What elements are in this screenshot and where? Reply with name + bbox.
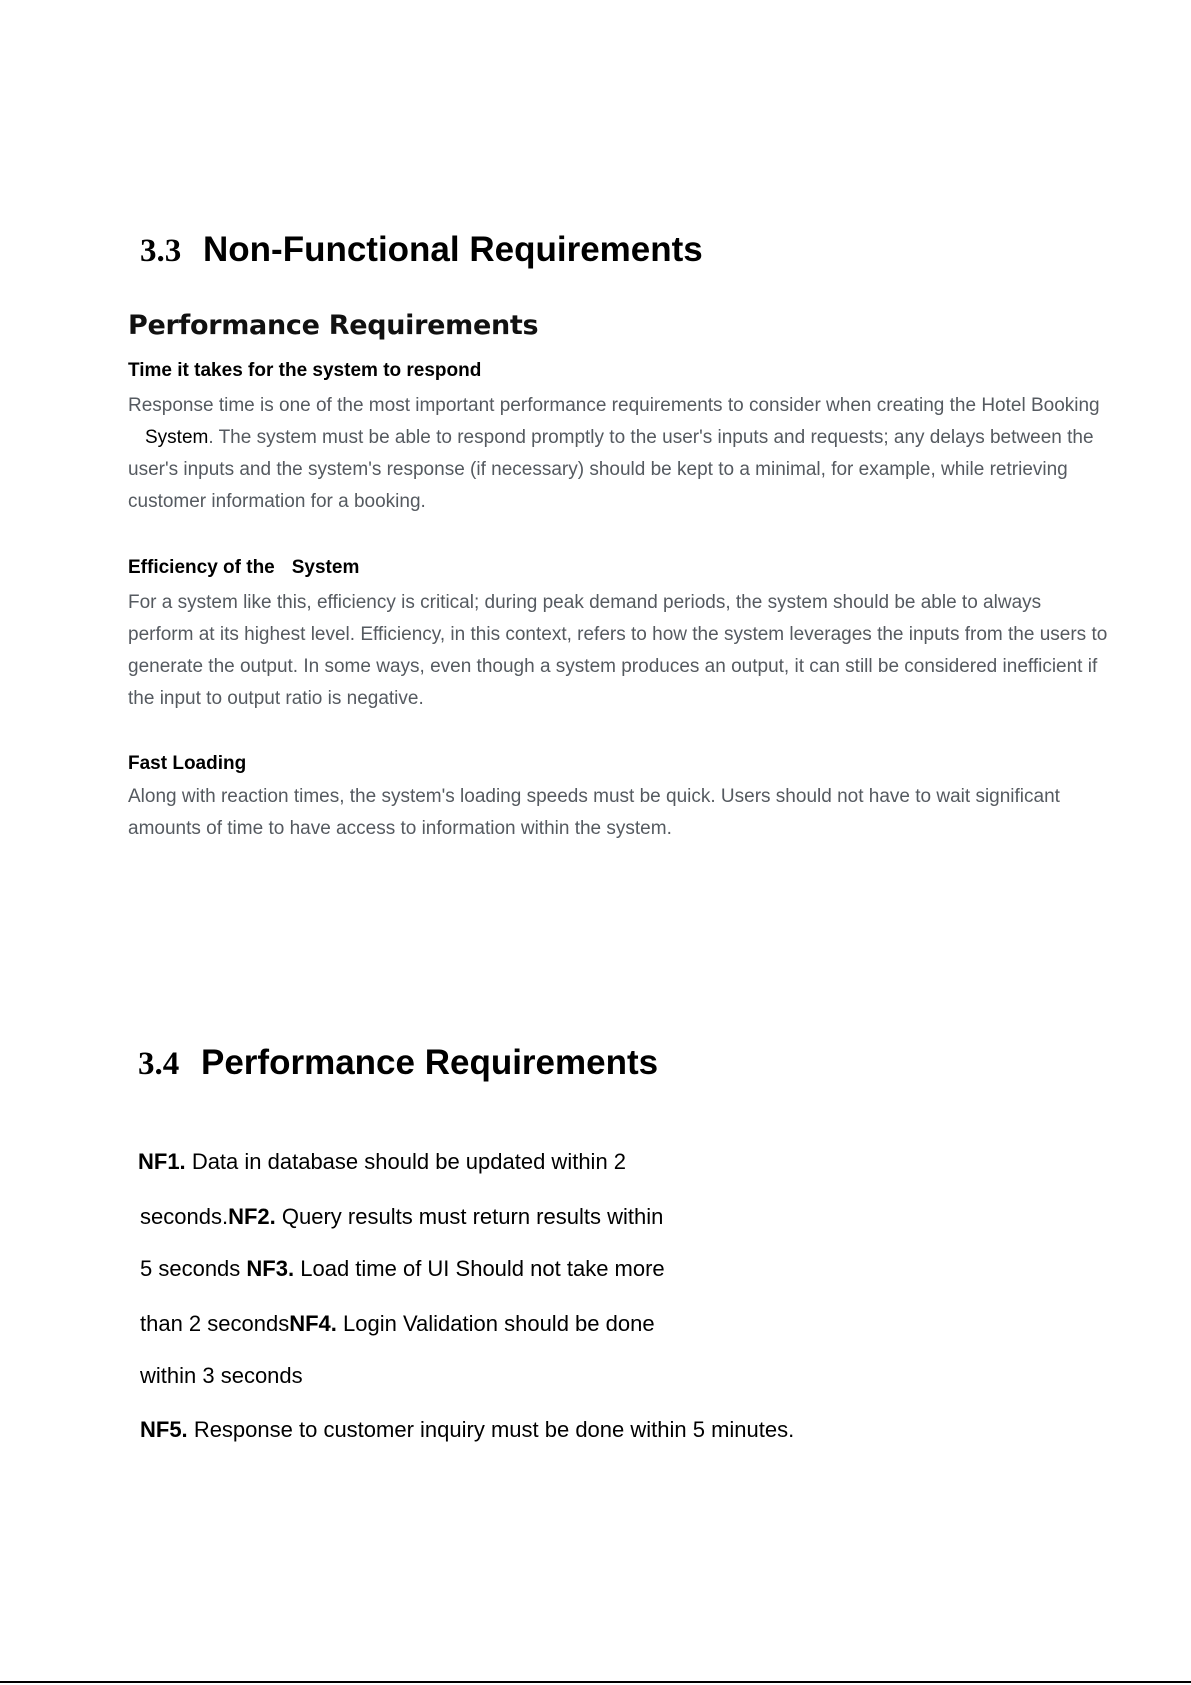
section-title: Non-Functional Requirements [203,230,703,269]
block-paragraph-fast-loading: Along with reaction times, the system's loading speeds must be quick. Users should not have to wait significant amounts of time to have access to information within the system. [128,786,1060,839]
requirement-text: Load time of UI Should not take more [300,1256,665,1281]
block-heading-response-time: Time it takes for the system to respond [128,360,482,381]
requirement-line [138,1149,626,1175]
requirement-label: NF3. [246,1256,295,1281]
block-heading-efficiency [128,557,359,579]
heading-text: System [291,557,360,578]
requirement-line [140,1363,303,1389]
requirement-text: Data in database should be updated within 2 [191,1149,627,1174]
requirement-label: NF4. [289,1311,337,1336]
requirement-line [140,1311,655,1337]
requirement-label: NF2. [228,1204,276,1229]
section-heading-3-3 [140,230,703,270]
section-heading-3-4 [138,1043,658,1083]
requirement-line [140,1417,794,1443]
paragraph-text: Response time is one of the most important performance requirements to consider when creating the Hotel Booking [128,395,1100,416]
requirement-line [140,1256,665,1282]
paragraph-text-emphasis: System [145,427,209,448]
requirement-text: than 2 seconds [140,1311,290,1336]
requirement-label: NF5. [140,1417,188,1442]
block-paragraph-efficiency: For a system like this, efficiency is critical; during peak demand periods, the system should be able to always perform at its highest level. Efficiency, in this context, refers to how the system leverages the inputs from the users to generate the output. In some ways, even though a system produces an output, it can still be considered inefficient if the input to output ratio is negative. [128,592,1108,709]
paragraph-text: . The system must be able to respond promptly to the user's inputs and requests; any delays between the user's inputs and the system's response (if necessary) should be kept to a minimal, for example, while retrieving customer information for a booking. [128,427,1094,512]
block-paragraph-response-time [128,390,1108,518]
section-title: Performance Requirements [201,1043,659,1082]
requirement-text: seconds. [140,1204,229,1229]
subsection-title: Performance Requirements [128,310,539,341]
requirement-line [140,1204,663,1230]
section-number: 3.3 [140,233,182,269]
page-bottom-rule [0,1681,1191,1683]
requirement-text: within 3 seconds [140,1363,303,1388]
requirement-text: 5 seconds [140,1256,241,1281]
requirement-text: Response to customer inquiry must be done within 5 minutes. [193,1417,795,1442]
requirement-label: NF1. [138,1149,186,1174]
requirement-text: Query results must return results within [281,1204,664,1229]
section-number: 3.4 [138,1046,180,1082]
block-heading-fast-loading: Fast Loading [128,753,247,774]
heading-text: Efficiency of the [128,557,275,578]
requirement-text: Login Validation should be done [343,1311,655,1336]
